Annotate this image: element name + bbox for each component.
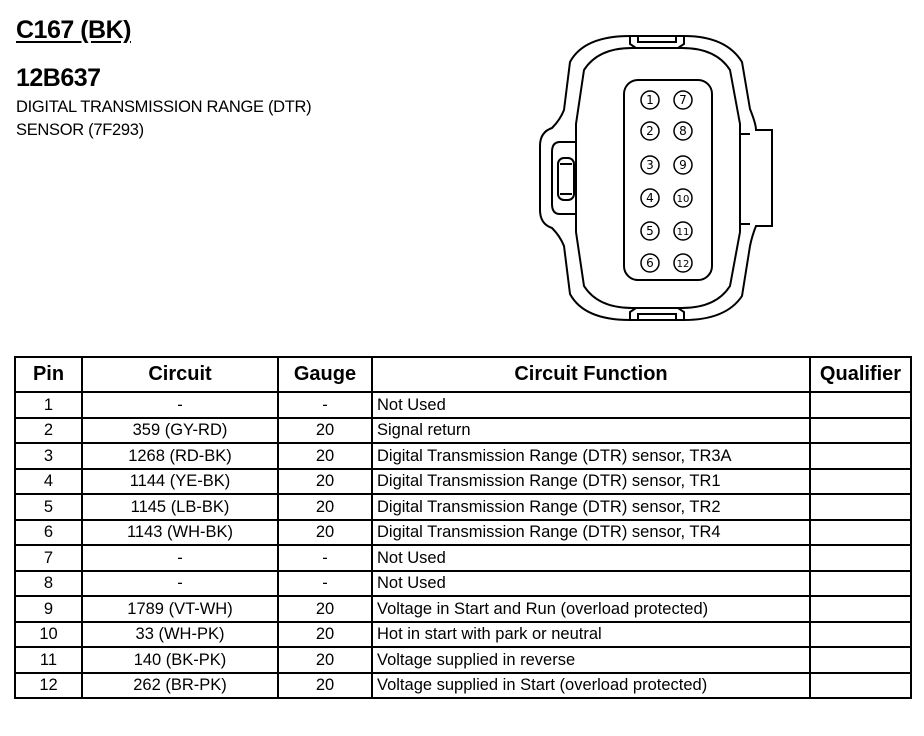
cell-circuit-function: Not Used [372,392,810,418]
cell-circuit-function: Not Used [372,571,810,597]
cell-gauge: 20 [278,469,372,495]
table-row [15,673,911,699]
cell-circuit-function: Hot in start with park or neutral [372,622,810,648]
pin-2 [641,122,659,140]
pin-cavity [624,80,712,280]
cell-circuit: - [82,571,278,597]
svg-text:2: 2 [646,124,654,138]
cell-gauge: 20 [278,418,372,444]
table-header-row [15,357,911,392]
bottom-latch [630,308,684,320]
cell-circuit: - [82,392,278,418]
cell-pin: 2 [15,418,82,444]
header-qualifier: Qualifier [810,357,911,392]
pin-7 [674,91,692,109]
cell-qualifier [810,469,911,495]
cell-qualifier [810,545,911,571]
cell-gauge: 20 [278,673,372,699]
cell-pin: 12 [15,673,82,699]
cell-circuit: 262 (BR-PK) [82,673,278,699]
cell-pin: 5 [15,494,82,520]
pin-10 [674,189,692,207]
cell-circuit: 1143 (WH-BK) [82,520,278,546]
cell-gauge: 20 [278,647,372,673]
svg-text:3: 3 [646,158,654,172]
cell-pin: 11 [15,647,82,673]
cell-circuit-function: Digital Transmission Range (DTR) sensor, TR3A [372,443,810,469]
cell-gauge: - [278,545,372,571]
table-row [15,443,911,469]
cell-pin: 9 [15,596,82,622]
pin-6 [641,254,659,272]
cell-qualifier [810,443,911,469]
cell-circuit-function: Not Used [372,545,810,571]
cell-circuit: 1268 (RD-BK) [82,443,278,469]
part-number: 12B637 [16,64,101,92]
pin-1 [641,91,659,109]
table-row [15,647,911,673]
svg-text:1: 1 [646,93,654,107]
header-circuit-function: Circuit Function [372,357,810,392]
cell-gauge: 20 [278,596,372,622]
table-row [15,622,911,648]
cell-qualifier [810,622,911,648]
pin-12 [674,254,692,272]
cell-circuit: 140 (BK-PK) [82,647,278,673]
pin-3 [641,156,659,174]
cell-qualifier [810,392,911,418]
cell-pin: 7 [15,545,82,571]
cell-pin: 10 [15,622,82,648]
cell-qualifier [810,647,911,673]
pin-5 [641,222,659,240]
cell-pin: 1 [15,392,82,418]
cell-circuit-function: Voltage supplied in reverse [372,647,810,673]
cell-circuit: 1789 (VT-WH) [82,596,278,622]
pin-grid [641,91,692,272]
pin-11 [674,222,692,240]
svg-text:12: 12 [676,259,690,270]
table-row [15,520,911,546]
cell-qualifier [810,520,911,546]
svg-text:5: 5 [646,224,654,238]
cell-gauge: 20 [278,443,372,469]
cell-gauge: 20 [278,494,372,520]
table-row [15,571,911,597]
table-row [15,596,911,622]
cell-gauge: - [278,571,372,597]
connector-face-diagram [530,14,780,344]
cell-qualifier [810,673,911,699]
cell-qualifier [810,571,911,597]
cell-circuit: 1145 (LB-BK) [82,494,278,520]
cell-gauge: 20 [278,622,372,648]
cell-circuit: 359 (GY-RD) [82,418,278,444]
svg-text:10: 10 [676,194,690,205]
cell-circuit-function: Signal return [372,418,810,444]
description-line-1: DIGITAL TRANSMISSION RANGE (DTR) [16,98,312,116]
cell-qualifier [810,418,911,444]
svg-text:8: 8 [679,124,687,138]
table-row [15,494,911,520]
cell-pin: 8 [15,571,82,597]
svg-text:7: 7 [679,93,687,107]
cell-qualifier [810,494,911,520]
pin-4 [641,189,659,207]
connector-inner-outline [576,48,740,308]
pin-9 [674,156,692,174]
svg-text:11: 11 [676,227,690,238]
table-row [15,418,911,444]
cell-circuit-function: Digital Transmission Range (DTR) sensor, TR2 [372,494,810,520]
description-line-2: SENSOR (7F293) [16,121,144,139]
svg-text:6: 6 [646,256,654,270]
cell-circuit: 1144 (YE-BK) [82,469,278,495]
cell-qualifier [810,596,911,622]
table-row [15,545,911,571]
cell-circuit-function: Voltage supplied in Start (overload protected) [372,673,810,699]
header-gauge: Gauge [278,357,372,392]
pinout-table [14,356,912,699]
cell-circuit: - [82,545,278,571]
cell-circuit-function: Digital Transmission Range (DTR) sensor, TR4 [372,520,810,546]
pin-8 [674,122,692,140]
cell-pin: 4 [15,469,82,495]
header-pin: Pin [15,357,82,392]
header-circuit: Circuit [82,357,278,392]
cell-pin: 3 [15,443,82,469]
table-row [15,392,911,418]
cell-circuit-function: Voltage in Start and Run (overload protected) [372,596,810,622]
cell-circuit-function: Digital Transmission Range (DTR) sensor, TR1 [372,469,810,495]
cell-gauge: 20 [278,520,372,546]
cell-pin: 6 [15,520,82,546]
table-row [15,469,911,495]
svg-text:9: 9 [679,158,687,172]
top-latch [630,36,684,48]
cell-circuit: 33 (WH-PK) [82,622,278,648]
svg-text:4: 4 [646,191,654,205]
connector-title: C167 (BK) [16,16,131,44]
left-lock-tab [552,142,576,214]
cell-gauge: - [278,392,372,418]
